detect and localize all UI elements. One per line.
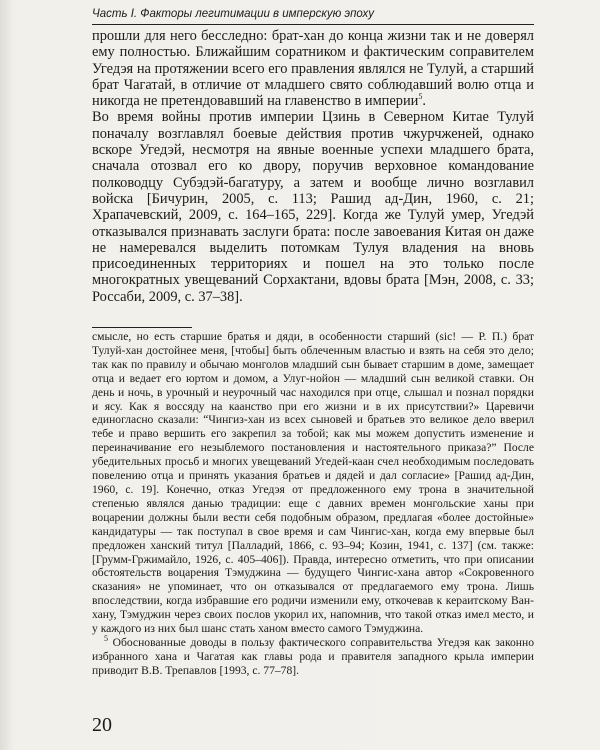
footnotes xyxy=(92,330,534,678)
footnote-number: 5 xyxy=(104,634,108,644)
footnote-ref[interactable]: 5 xyxy=(418,92,423,102)
footnote-separator xyxy=(92,327,192,328)
page-number: 20 xyxy=(92,714,112,736)
footnote-continuation: смысле, но есть старшие братья и дяди, в особенности старший (sic! — Р. П.) брат Тулуй-хан достойнее меня, [чтобы] быть облеченным властью и взять на себя это дело; так как по правилу и обычаю монголов младший сын бывает старшим в доме, замещает отца и ведает его юртом и домом, а Улуг-нойон — младший сын великой ставки. Он день и ночь, в урочный и неурочный час находился при отце, слышал и познал порядки и ясу. Как я воссяду на каанство при его жизни и в их присутствии?» Царевичи единогласно сказали: “Чингиз-хан из всех сыновей и братьев это великое дело вверил тебе и право вершить его закрепил за тобой; как мы можем допустить изменение и переиначивание его незыблемого постановления и настоятельного приказа?” После убедительных просьб и многих увещеваний Угедей-каан счел необходимым последовать повелению отца и принять указания братьев и дядей и дал согласие» [Рашид ад-Дин, 1960, с. 19]. Конечно, отказ Угедэя от предложенного ему трона в значительной степенью являлся данью традиции: еще с давних времен монгольские ханы при воцарении должны были вести себя подобным образом, предлагая «более достойные» кандидатуры — так поступал в свое время и сам Чингис-хан, когда ему впервые был предложен ханский титул [Палладий, 1866, с. 93–94; Козин, 1941, с. 137] (см. также: [Грумм-Гржимайло, 1926, с. 405–406]). Правда, интересно отметить, что при описании обстоятельств воцарения Тэмуджина — будущего Чингис-хана автор «Сокровенного сказания» не упоминает, что он отказывался от предлагаемого ему трона. Лишь впоследствии, когда избравшие его родичи изменили ему, откочевав к кераитскому Ван-хану, Тэмуджин через своих послов укорил их, напомнив, что такой отказ имел место, и у каждого из них был шанс стать ханом вместо самого Тэмуджина. xyxy=(92,330,534,636)
paragraph xyxy=(92,28,534,109)
main-text xyxy=(92,28,534,305)
paragraph: Во время войны против империи Цзинь в Северном Китае Тулуй поначалу возглавлял боевые действия против чжурчженей, однако вскоре Угедэй, несмотря на явные военные успехи младшего брата, сначала отозвал его ко двору, поручив верховное командование полководцу Субэдэй-багатуру, а затем и вообще лично возглавил войска [Бичурин, 2005, с. 113; Рашид ад-Дин, 1960, с. 21; Храпачевский, 2009, с. 164–165, 229]. Когда же Тулуй умер, Угедэй отказывался признавать заслуги брата: после завоевания Китая он даже не намеревался выделить потомкам Тулуя владения на вновь присоединенных территориях и пошел на это только после многократных увещеваний Сорхактани, вдовы брата [Мэн, 2008, с. 33; Россаби, 2009, с. 37–38]. xyxy=(92,109,534,305)
paragraph-end: . xyxy=(422,93,426,110)
paragraph-text: прошли для него бесследно: брат-хан до конца жизни так и не доверял ему полностью. Ближайшим соратником и фактическим соправителем Угедэя на протяжении всего его правления являлся не Тулуй, а старший брат Чагатай, в отличие от младшего свято соблюдавший волю отца и никогда не претендовавший на главенство в империи xyxy=(92,28,534,110)
footnote-5 xyxy=(92,636,534,678)
footnote-text: Обоснованные доводы в пользу фактического соправительства Угедэя как законно избранного хана и Чагатая как главы рода и правителя западного крыла империи приводит В.В. Трепавлов [1993, с. 77–78]. xyxy=(92,635,534,677)
running-header: Часть I. Факторы легитимации в имперскую эпоху xyxy=(92,6,534,25)
